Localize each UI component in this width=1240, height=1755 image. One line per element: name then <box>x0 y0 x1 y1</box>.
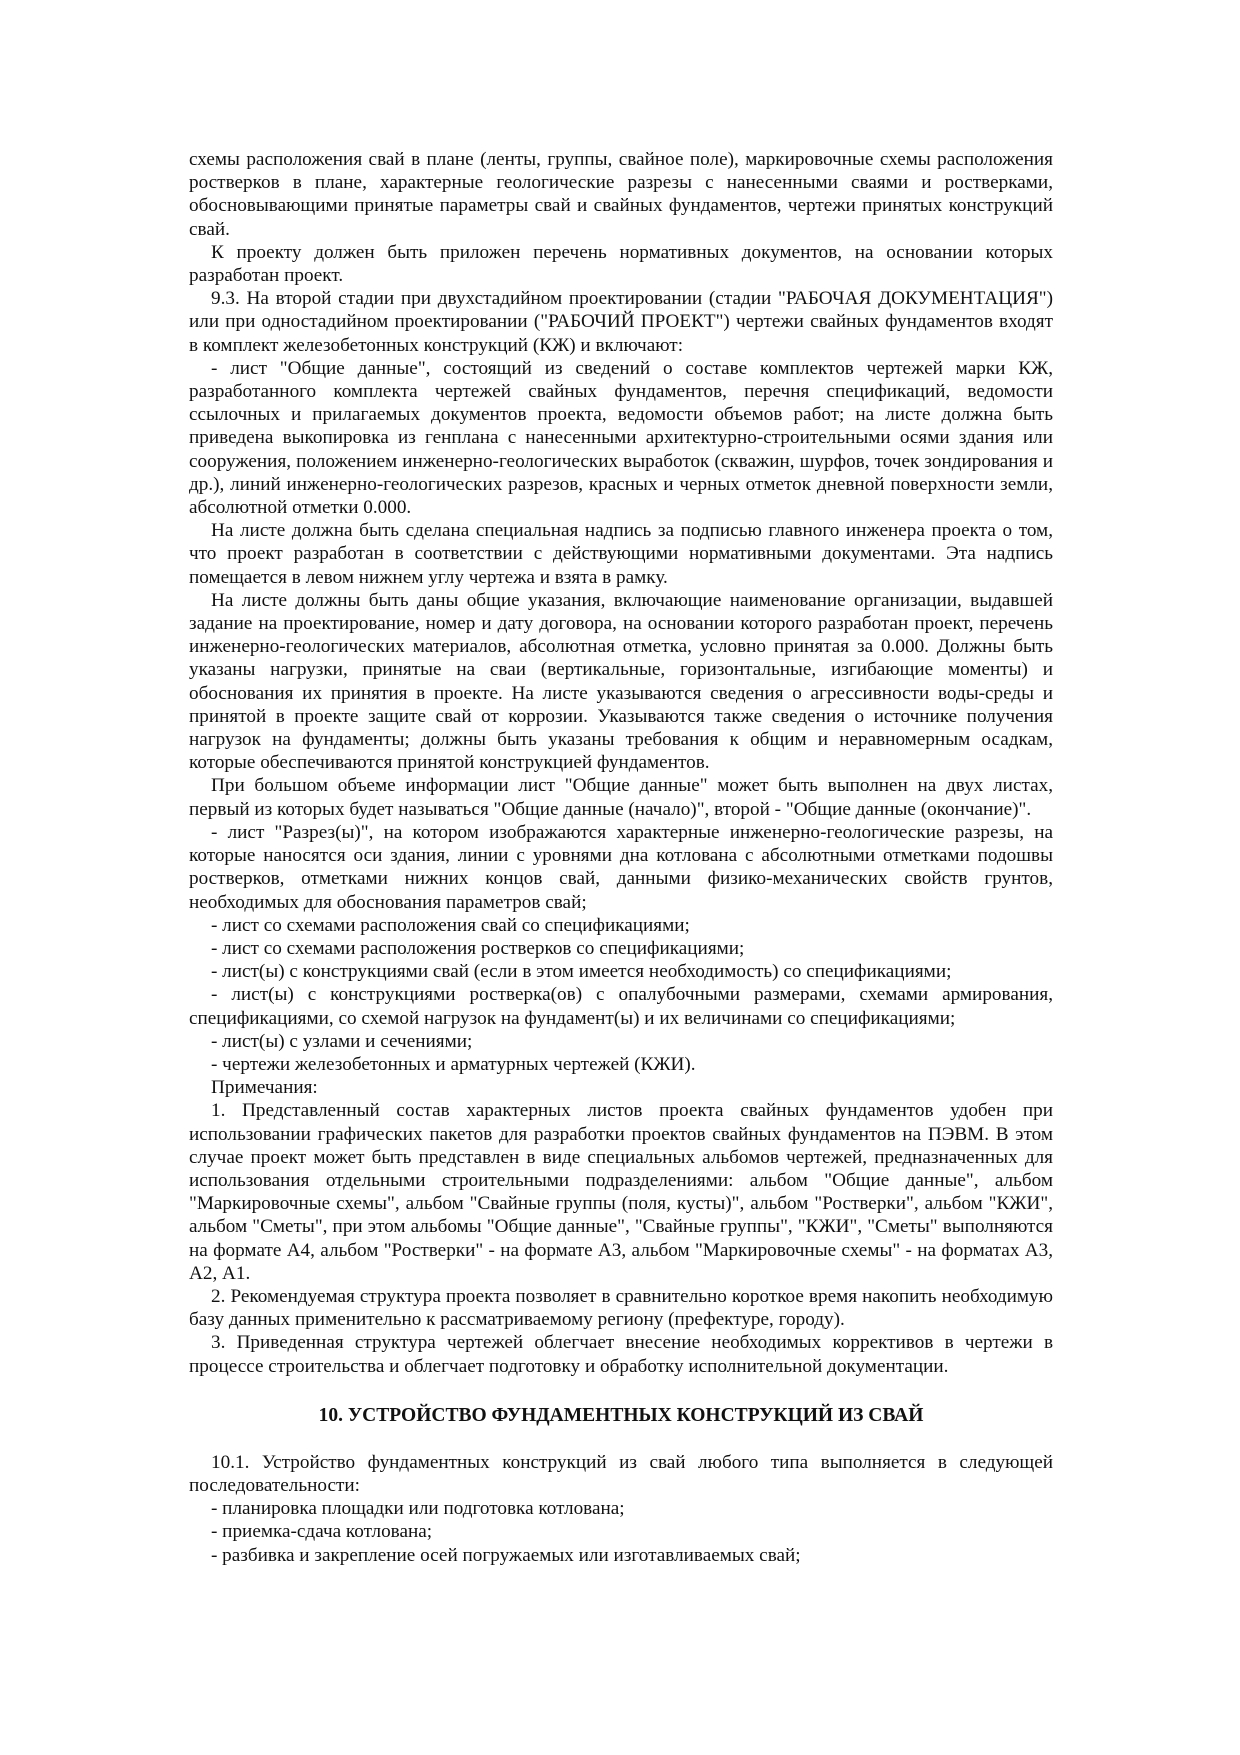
paragraph-10-1: 10.1. Устройство фундаментных конструкций из свай любого типа выполняется в следующей последовательности: <box>189 1451 1053 1496</box>
note-3: 3. Приведенная структура чертежей облегчает внесение необходимых коррективов в чертежи в процессе строительства и облегчает подготовку и обработку исполнительной документации. <box>189 1332 1053 1377</box>
list-item-nodes-sections: - лист(ы) с узлами и сечениями; <box>211 1030 473 1052</box>
paragraph-special-inscription: На листе должна быть сделана специальная надпись за подписью главного инженера проекта о том, что проект разработан в соответствии с действующими нормативными документами. Эта надпись помещается в левом нижнем углу чертежа и взята в рамку. <box>189 520 1053 588</box>
paragraph-general-instructions: На листе должны быть даны общие указания, включающие наименование организации, выдавшей задание на проектирование, номер и дату договора, на основании которого разработан проект, перечень инженерно-геологических материалов, абсолютная отметка, условно принятая за 0.000. Должны быть указаны нагрузки, принятые на сваи (вертикальные, горизонтальные, изгибающие моменты) и обоснования их принятия в проекте. На листе указываются сведения о агрессивности воды-среды и принятой в проекте защите свай от коррозии. Указываются также сведения о источнике получения нагрузок на фундаменты; должны быть указаны требования к общим и неравномерным осадкам, которые обеспечиваются принятой конструкцией фундаментов. <box>189 589 1053 774</box>
list-item-grillage-constructions: - лист(ы) с конструкциями ростверка(ов) с опалубочными размерами, схемами армирования, спецификациями, со схемой нагрузок на фундамент(ы) и их величинами со спецификациями; <box>189 984 1053 1029</box>
paragraphs-before <box>189 148 1053 1378</box>
list-item-grillage-schemes: - лист со схемами расположения ростверков со спецификациями; <box>211 937 745 959</box>
list-item-axes-layout: - разбивка и закрепление осей погружаемых или изготавливаемых свай; <box>211 1544 801 1566</box>
list-item-sections: - лист "Разрез(ы)", на котором изображаются характерные инженерно-геологические разрезы, на которые наносятся оси здания, линии с уровнями дна котлована с абсолютными отметками подошвы ростверков, отметками нижних концов свай, данными физико-механических свойств грунтов, необходимых для обоснования параметров свай; <box>189 821 1053 913</box>
list-item-pit-acceptance: - приемка-сдача котлована; <box>211 1521 433 1543</box>
note-2: 2. Рекомендуемая структура проекта позволяет в сравнительно короткое время накопить необходимую базу данных применительно к рассматриваемому региону (префектуре, городу). <box>189 1285 1053 1331</box>
note-1: 1. Представленный состав характерных листов проекта свайных фундаментов удобен при использовании графических пакетов для разработки проектов свайных фундаментов на ПЭВМ. В этом случае проект может быть представлен в виде специальных альбомов чертежей, предназначенных для использования отдельными строительными подразделениями: альбом "Общие данные", альбом "Маркировочные схемы", альбом "Свайные группы (поля, кусты)", альбом "Ростверки", альбом "КЖИ", альбом "Сметы", при этом альбомы "Общие данные", "Свайные группы", "КЖИ", "Сметы" выполняются на формате А4, альбом "Ростверки" - на формате А3, альбом "Маркировочные схемы" - на форматах А3, А2, А1. <box>189 1100 1053 1284</box>
list-item-pile-constructions: - лист(ы) с конструкциями свай (если в этом имеется необходимость) со спецификациями; <box>211 961 952 983</box>
paragraphs-after <box>189 1451 1053 1567</box>
list-item-site-planning: - планировка площадки или подготовка котлована; <box>211 1498 625 1520</box>
notes-heading: Примечания: <box>211 1077 318 1099</box>
paragraph-normative-docs: К проекту должен быть приложен перечень нормативных документов, на основании которых разработан проект. <box>189 241 1053 287</box>
paragraph-9-3: 9.3. На второй стадии при двухстадийном проектировании (стадии "РАБОЧАЯ ДОКУМЕНТАЦИЯ") или при одностадийном проектировании ("РАБОЧИЙ ПРОЕКТ") чертежи свайных фундаментов входят в комплект железобетонных конструкций (КЖ) и включают: <box>189 288 1053 356</box>
section-heading: 10. УСТРОЙСТВО ФУНДАМЕНТНЫХ КОНСТРУКЦИЙ ИЗ СВАЙ <box>318 1404 924 1426</box>
paragraph-piles-layout: схемы расположения свай в плане (ленты, группы, свайное поле), маркировочные схемы расположения ростверков в плане, характерные геологические разрезы с нанесенными сваями и ростверками, обосновывающими принятые параметры свай и свайных фундаментов, чертежи принятых конструкций свай. <box>189 149 1053 240</box>
list-item-pile-schemes: - лист со схемами расположения свай со спецификациями; <box>211 914 690 936</box>
list-item-kzhi-drawings: - чертежи железобетонных и арматурных чертежей (КЖИ). <box>211 1053 696 1075</box>
paragraph-large-volume: При большом объеме информации лист "Общие данные" может быть выполнен на двух листах, первый из которых будет называться "Общие данные (начало)", второй - "Общие данные (окончание)". <box>189 775 1053 820</box>
document-page <box>189 148 1053 1567</box>
list-item-general-data: - лист "Общие данные", состоящий из сведений о составе комплектов чертежей марки КЖ, разработанного комплекта чертежей свайных фундаментов, перечня спецификаций, ведомости ссылочных и прилагаемых документов проекта, ведомости объемов работ; на листе должна быть приведена выкопировка из генплана с нанесенными архитектурно-строительными осями здания или сооружения, положением инженерно-геологических выработок (скважин, шурфов, точек зондирования и др.), линий инженерно-геологических разрезов, красных и черных отметок дневной поверхности земли, абсолютной отметки 0.000. <box>189 357 1053 519</box>
